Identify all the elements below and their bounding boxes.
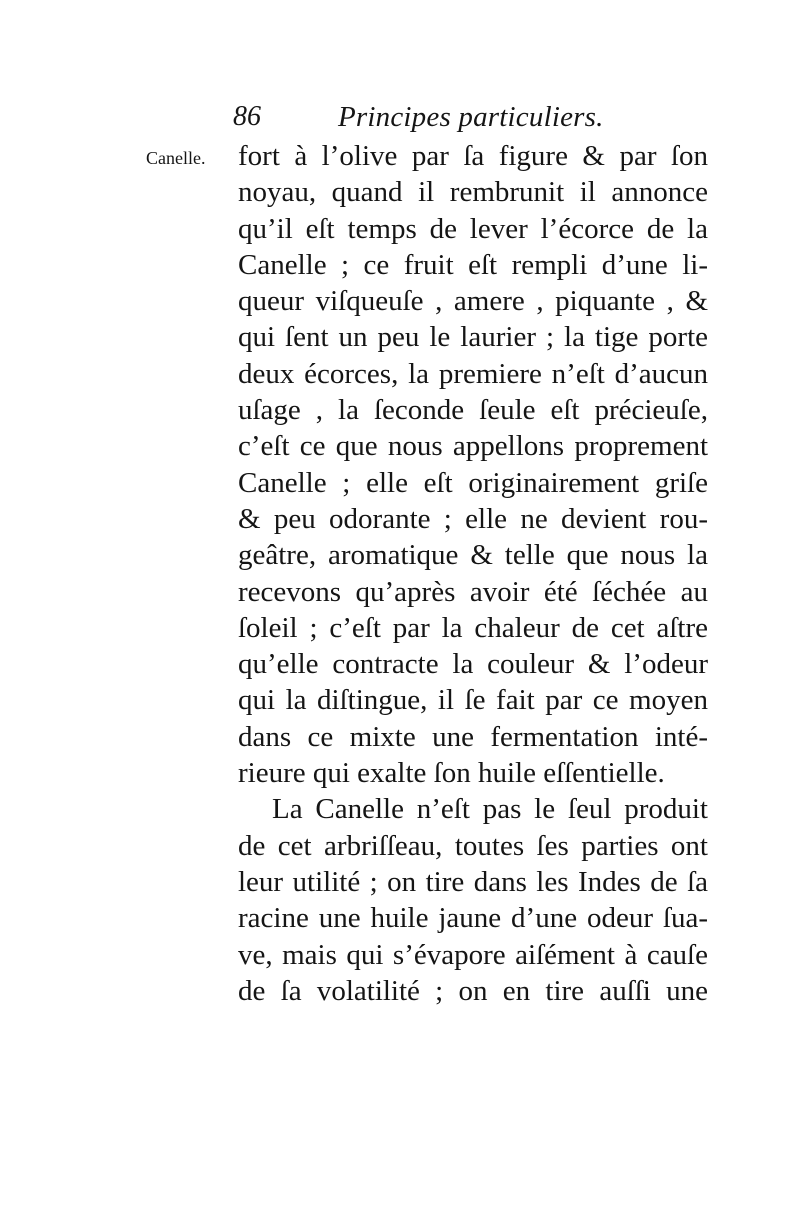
text-line: ſoleil ; c’eſt par la chaleur de cet aſtre [238, 611, 708, 644]
text-line: de ſa volatilité ; on en tire auſſi une [238, 974, 708, 1007]
text-line: Canelle ; elle eſt originairement griſe [238, 466, 708, 499]
body-text [238, 138, 708, 1009]
text-line: dans ce mixte une fermentation inté- [238, 720, 708, 753]
text-line: ve, mais qui s’évapore aiſément à cauſe [238, 938, 708, 971]
text-line: queur viſqueuſe , amere , piquante , & [238, 285, 708, 318]
text-line: recevons qu’après avoir été ſéchée au [238, 575, 708, 608]
text-line: rieure qui exalte ſon huile eſſentielle. [238, 757, 665, 790]
page-number: 86 [233, 101, 261, 132]
text-line: qu’il eſt temps de lever l’écorce de la [238, 212, 708, 245]
text-line: qu’elle contracte la couleur & l’odeur [238, 648, 708, 681]
text-line: geâtre, aromatique & telle que nous la [238, 539, 708, 572]
margin-note: Canelle. [146, 148, 206, 168]
text-line: fort à l’olive par ſa figure & par ſon [238, 140, 708, 172]
text-line: deux écorces, la premiere n’eſt d’aucun [238, 357, 708, 390]
text-line: uſage , la ſeconde ſeule eſt précieuſe, [238, 394, 708, 427]
text-line: de cet arbriſſeau, toutes ſes parties ont [238, 829, 708, 862]
text-line: qui ſent un peu le laurier ; la tige porte [238, 321, 708, 354]
text-line: qui la diſtingue, il ſe fait par ce moyen [238, 684, 708, 717]
text-line: noyau, quand il rembrunit il annonce [238, 176, 708, 209]
text-line: & peu odorante ; elle ne devient rou- [238, 502, 708, 535]
running-title: Principes particuliers. [338, 101, 604, 133]
text-line: c’eſt ce que nous appellons proprement [238, 430, 708, 463]
text-line: racine une huile jaune d’une odeur ſua- [238, 902, 708, 935]
text-line: leur utilité ; on tire dans les Indes de ſa [238, 865, 708, 898]
text-line: La Canelle n’eſt pas le ſeul produit [272, 793, 708, 826]
text-line: Canelle ; ce fruit eſt rempli d’une li- [238, 248, 708, 281]
